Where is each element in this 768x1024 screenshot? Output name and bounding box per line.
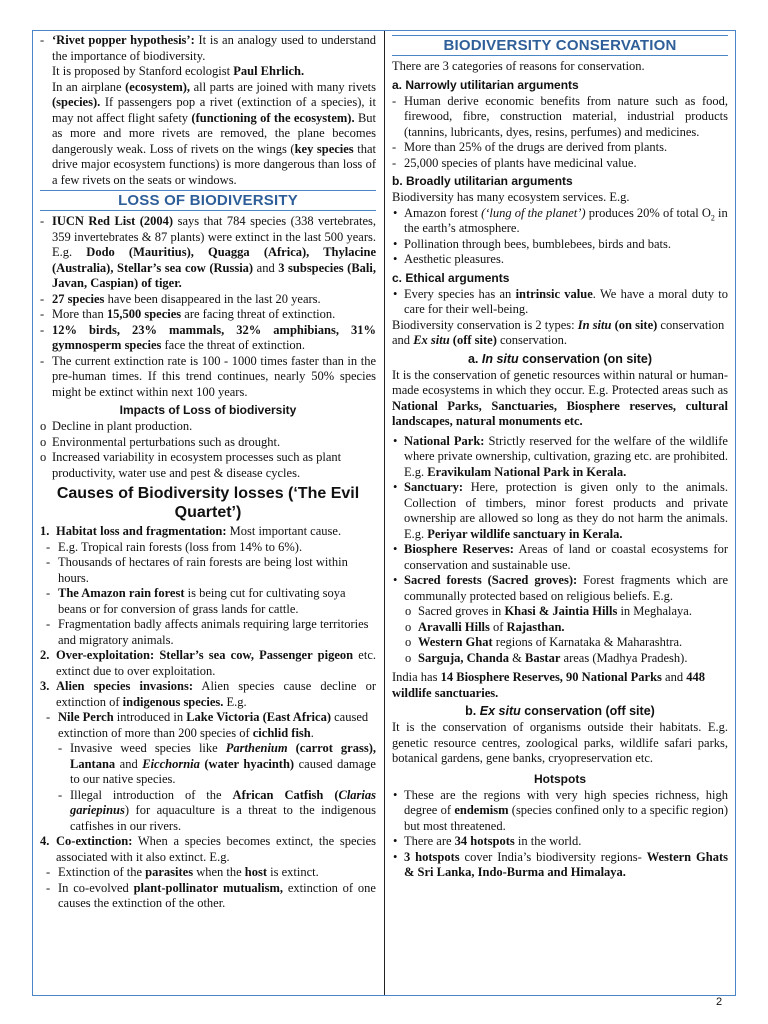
causes-heading: Causes of Biodiversity losses (‘The Evil Quartet’) [56,485,360,521]
narrowly-utilitarian-heading: a. Narrowly utilitarian arguments [392,77,579,92]
list-item: o Increased variability in ecosystem processes such as plant productivity, water use and pest & disease cycles. [40,450,342,480]
list-item: • Amazon forest (‘lung of the planet’) produces 20% of total $O_2$ in the earth’s atmosphere. [393,205,728,235]
list-item: • Sacred forests (Sacred groves): Forest fragments which are communally protected based on religious beliefs. E.g. [393,573,728,603]
list-item: - The current extinction rate is 100 - 1000 times faster than in the pre-human times. If this trend continues, nearly 50% species might be extinct within next 100 years. [40,353,376,399]
list-item: o Aravalli Hills of Rajasthan. [405,619,565,634]
list-item: • Biosphere Reserves: Areas of land or coastal ecosystems for conservation and sustainable use. [393,542,728,572]
list-item: - 27 species have been disappeared in the last 20 years. [40,291,321,306]
list-item: • Pollination through bees, bumblebees, birds and bats. [393,236,671,251]
right-column [392,33,728,881]
list-item: - Human derive economic benefits from nature such as food, firewood, fibre, construction material, industrial products (tannins, lubricants, dyes, resins, perfumes) and medicines. [392,93,728,139]
list-item: - Invasive weed species like Parthenium (carrot grass), Lantana and Eicchornia (water hyacinth) caused damage to our native species. [58,741,377,786]
list-item: - Extinction of the parasites when the host is extinct. [46,865,319,879]
ethical-list [392,287,728,318]
narrow-list [392,94,728,172]
list-item: - E.g. Tropical rain forests (loss from 14% to 6%). [46,539,303,554]
impacts-list [40,419,376,481]
hotspots-list [392,788,728,881]
column-divider [384,31,385,995]
ex-situ-text: It is the conservation of organisms outside their habitats. E.g. genetic resource centres, zoological parks, wildlife safari parks, botanical gardens, gene banks, cryopreservation etc. [392,720,728,765]
list-item: 4. Co-extinction: When a species becomes extinct, the species associated with it also extinct. E.g. [40,834,376,864]
list-item: • 3 hotspots cover India’s biodiversity regions- Western Ghats & Sri Lanka, Indo-Burma and Himalaya. [393,849,728,879]
list-item: 1. Habitat loss and fragmentation: Most important cause. [40,524,342,538]
loss-of-biodiversity-heading: LOSS OF BIODIVERSITY [40,190,376,211]
broad-intro: Biodiversity has many ecosystem services. E.g. [392,190,630,204]
intro-text: There are 3 categories of reasons for conservation. [392,59,645,73]
broad-list [392,206,728,268]
dash-marker: - [40,33,45,47]
list-item: o Environmental perturbations such as drought. [40,434,281,449]
left-column [40,33,376,912]
types-text: Biodiversity conservation is 2 types: In situ (on site) conservation and Ex situ (off site) conservation. [392,317,725,347]
list-item: - Thousands of hectares of rain forests are being lost within hours. [46,555,348,585]
list-item: - Illegal introduction of the African Catfish (Clarias gariepinus) for aquaculture is a threat to the indigenous catfishes in our rivers. [58,787,376,833]
ethical-heading: c. Ethical arguments [392,270,510,285]
list-item: • Every species has an intrinsic value. We have a moral duty to care for their well-being. [393,286,729,316]
impacts-heading: Impacts of Loss of biodiversity [119,403,297,417]
list-item: o Sacred groves in Khasi & Jaintia Hills in Meghalaya. [405,604,692,618]
broadly-utilitarian-heading: b. Broadly utilitarian arguments [392,174,573,188]
list-item: - In co-evolved plant-pollinator mutualism, extinction of one causes the extinction of the other. [46,880,376,910]
list-item: - More than 25% of the drugs are derived from plants. [392,140,668,154]
list-item: o Western Ghat regions of Karnataka & Maharashtra. [405,635,683,649]
list-item: - ‘Rivet popper hypothesis’: It is an analogy used to understand the importance of biodiversity. It is proposed by Stanford ecologist Paul Ehrlich. In an airplane (ecosystem), all parts are joined with many rivets (species). If passengers pop a rivet (extinction of a species), it may not affect flight safety (functioning of the ecosystem). But as more and more rivets are removed, the plane becomes dangerously weak. Loss of rivets on the wings (key species that drive major ecosystem functions) is more dangerous than loss of a few rivets on the seats or windows. [40,33,377,187]
hotspots-heading: Hotspots [534,771,586,786]
list-item: - 12% birds, 23% mammals, 32% amphibians, 31% gymnosperm species face the threat of extinction. [40,322,376,352]
list-item: 3. Alien species invasions: Alien species cause decline or extinction of indigenous species. E.g. [40,679,376,709]
in-situ-heading: a. In situ conservation (on site) [467,351,653,366]
list-item: - Fragmentation badly affects animals requiring large territories and migratory animals. [46,617,369,647]
biodiversity-conservation-heading: BIODIVERSITY CONSERVATION [392,35,728,56]
page-number: 2 [716,996,723,1008]
list-item: • Sanctuary: Here, protection is given only to the animals. Collection of timbers, minor forest products and private ownership are allowed so long as they do not harm the animals. E.g. Periyar wildlife sanctuary in Kerala. [393,480,728,541]
list-item: • There are 34 hotspots in the world. [393,834,582,848]
list-item: o Decline in plant production. [40,419,193,433]
list-item: - IUCN Red List (2004) says that 784 species (338 vertebrates, 359 invertebrates & 87 plants) were extinct in the last 500 years. E.g. Dodo (Mauritius), Quagga (Africa), Thylacine (Australia), Stellar’s sea cow (Russia) and 3 subspecies (Bali, Javan, Caspian) of tiger. [40,214,377,290]
protected-areas-list [392,434,728,667]
list-item: o Sarguja, Chanda & Bastar areas (Madhya Pradesh). [405,650,688,665]
list-item: - More than 15,500 species are facing threat of extinction. [40,307,336,321]
list-item: 2. Over-exploitation: Stellar’s sea cow, Passenger pigeon etc. extinct due to over exploitation. [40,648,377,678]
loss-list [40,214,376,400]
rivet-section [40,33,376,188]
list-item: - Nile Perch introduced in Lake Victoria (East Africa) caused extinction of more than 200 species of cichlid fish. [46,710,369,740]
list-item: - 25,000 species of plants have medicinal value. [392,155,637,170]
in-situ-text: It is the conservation of genetic resources within natural or human-made ecosystems in which they occur. E.g. Protected areas such as National Parks, Sanctuaries, Biosphere reserves, cultural landscapes, natural monuments etc. [392,367,728,428]
list-item: • These are the regions with very high species richness, high degree of endemism (species confined only to a specific region) but most threatened. [393,787,728,833]
causes-list [40,524,376,912]
list-item: • National Park: Strictly reserved for the welfare of the wildlife where private ownership, cultivation, grazing etc. are prohibited. E.g. Eravikulam National Park in Kerala. [393,433,728,479]
india-count-text: India has 14 Biosphere Reserves, 90 National Parks and 448 wildlife sanctuaries. [392,670,705,700]
list-item: - The Amazon rain forest is being cut for cultivating soya beans or for conversion of grass lands for cattle. [46,586,346,616]
ex-situ-heading: b. Ex situ conservation (off site) [465,704,655,718]
list-item: • Aesthetic pleasures. [393,252,504,266]
